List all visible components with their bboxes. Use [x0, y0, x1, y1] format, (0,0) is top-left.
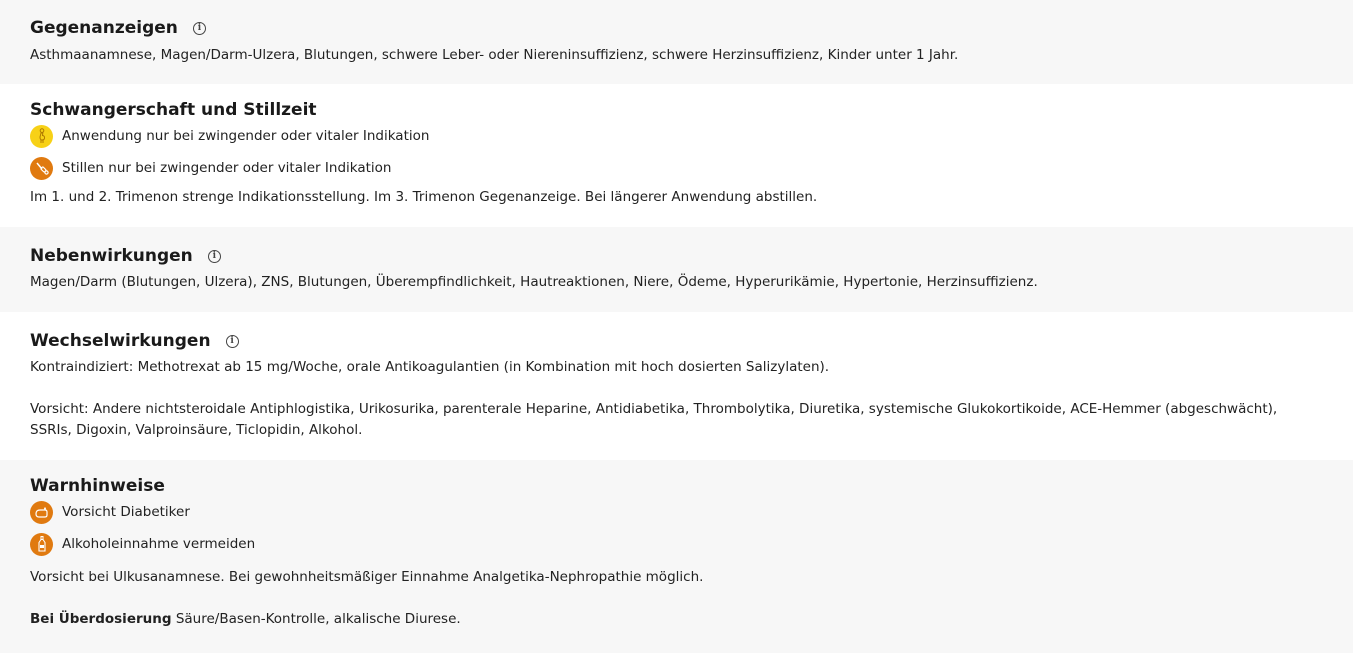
- alcohol-bottle-icon: [30, 533, 53, 556]
- diabetes-warning-item: [30, 500, 1323, 524]
- side-effects-section: [0, 227, 1353, 312]
- warnings-text: Vorsicht bei Ulkusanamnese. Bei gewohnheitsmäßiger Einnahme Analgetika-Nephropathie möglich.: [30, 569, 704, 585]
- side-effects-heading: [30, 245, 221, 267]
- interactions-title: Wechselwirkungen: [30, 331, 211, 351]
- info-icon[interactable]: i: [226, 335, 239, 348]
- pregnancy-title: Schwangerschaft und Stillzeit: [30, 100, 317, 120]
- pregnancy-item: [30, 124, 1323, 148]
- pregnancy-text: Im 1. und 2. Trimenon strenge Indikationsstellung. Im 3. Trimenon Gegenanzeige. Bei längerer Anwendung abstillen.: [30, 189, 818, 205]
- interactions-caution: Vorsicht: Andere nichtsteroidale Antiphlogistika, Urikosurika, parenterale Heparine, Antidiabetika, Thrombolytika, Diuretika, systemische Glukokortikoide, ACE-Hemmer (abgeschwächt), SSRIs, Digoxin, Valproinsäure, Ticlopidin, Alkohol.: [30, 401, 1278, 438]
- breastfeeding-icon: [30, 157, 53, 180]
- pregnancy-section: [0, 84, 1353, 227]
- contraindications-title: Gegenanzeigen: [30, 18, 178, 38]
- contraindications-section: [0, 0, 1353, 84]
- overdose-label: Bei Überdosierung: [30, 611, 172, 627]
- pregnancy-icon: [30, 125, 53, 148]
- side-effects-title: Nebenwirkungen: [30, 246, 193, 266]
- contraindications-heading: [30, 17, 206, 39]
- overdose-text: Säure/Basen-Kontrolle, alkalische Diurese.: [175, 611, 461, 627]
- breastfeeding-item: [30, 156, 1323, 180]
- warnings-title: Warnhinweise: [30, 476, 165, 496]
- breastfeeding-item-label: Stillen nur bei zwingender oder vitaler Indikation: [62, 160, 392, 176]
- pregnancy-heading: [30, 99, 317, 121]
- diabetes-icon: [30, 501, 53, 524]
- side-effects-text: Magen/Darm (Blutungen, Ulzera), ZNS, Blutungen, Überempfindlichkeit, Hautreaktionen, Niere, Ödeme, Hyperurikämie, Hypertonie, Herzinsuffizienz.: [30, 274, 1038, 290]
- overdose-line: [30, 609, 1323, 630]
- info-icon[interactable]: i: [208, 250, 221, 263]
- alcohol-warning-item: [30, 532, 1323, 556]
- info-icon[interactable]: i: [193, 22, 206, 35]
- alcohol-warning-label: Alkoholeinnahme vermeiden: [62, 536, 256, 552]
- interactions-heading: [30, 330, 239, 352]
- interactions-section: [0, 312, 1353, 460]
- diabetes-warning-label: Vorsicht Diabetiker: [62, 504, 190, 520]
- contraindications-text: Asthmaanamnese, Magen/Darm-Ulzera, Blutungen, schwere Leber- oder Niereninsuffizienz, schwere Herzinsuffizienz, Kinder unter 1 Jahr.: [30, 47, 959, 63]
- warnings-section: [0, 460, 1353, 653]
- interactions-contraindicated: Kontraindiziert: Methotrexat ab 15 mg/Woche, orale Antikoagulantien (in Kombination mit hoch dosierten Salizylaten).: [30, 359, 830, 375]
- warnings-heading: [30, 475, 165, 497]
- pregnancy-item-label: Anwendung nur bei zwingender oder vitaler Indikation: [62, 128, 430, 144]
